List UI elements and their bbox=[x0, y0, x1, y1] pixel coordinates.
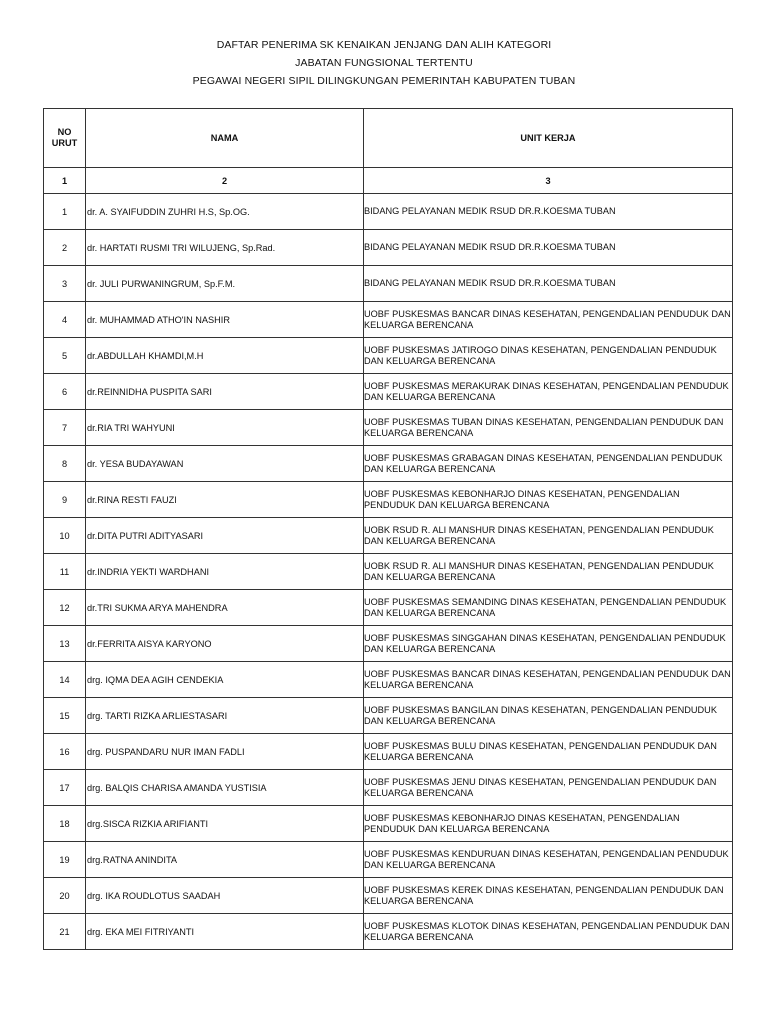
table-row bbox=[44, 770, 733, 806]
column-index-2: 2 bbox=[86, 168, 364, 194]
cell-unit-kerja: UOBF PUSKESMAS BULU DINAS KESEHATAN, PENGENDALIAN PENDUDUK DAN KELUARGA BERENCANA bbox=[364, 734, 733, 770]
cell-no-urut: 8 bbox=[44, 446, 86, 482]
cell-no-urut: 14 bbox=[44, 662, 86, 698]
cell-no-urut: 3 bbox=[44, 266, 86, 302]
table-row bbox=[44, 374, 733, 410]
cell-nama: dr.RINA RESTI FAUZI bbox=[86, 482, 364, 518]
table-row bbox=[44, 446, 733, 482]
title-line-2: JABATAN FUNGSIONAL TERTENTU bbox=[295, 57, 473, 69]
cell-nama: drg. TARTI RIZKA ARLIESTASARI bbox=[86, 698, 364, 734]
cell-nama: dr. JULI PURWANINGRUM, Sp.F.M. bbox=[86, 266, 364, 302]
table-row bbox=[44, 842, 733, 878]
table-row bbox=[44, 626, 733, 662]
cell-nama: dr.FERRITA AISYA KARYONO bbox=[86, 626, 364, 662]
cell-unit-kerja: UOBK RSUD R. ALI MANSHUR DINAS KESEHATAN, PENGENDALIAN PENDUDUK DAN KELUARGA BERENCANA bbox=[364, 554, 733, 590]
cell-nama: dr.TRI SUKMA ARYA MAHENDRA bbox=[86, 590, 364, 626]
cell-no-urut: 12 bbox=[44, 590, 86, 626]
column-index-3: 3 bbox=[364, 168, 733, 194]
cell-nama: dr.ABDULLAH KHAMDI,M.H bbox=[86, 338, 364, 374]
table-row bbox=[44, 878, 733, 914]
table-row bbox=[44, 806, 733, 842]
table-row bbox=[44, 482, 733, 518]
cell-unit-kerja: BIDANG PELAYANAN MEDIK RSUD DR.R.KOESMA TUBAN bbox=[364, 266, 733, 302]
table-row bbox=[44, 662, 733, 698]
cell-unit-kerja: UOBF PUSKESMAS BANCAR DINAS KESEHATAN, PENGENDALIAN PENDUDUK DAN KELUARGA BERENCANA bbox=[364, 662, 733, 698]
cell-nama: dr. A. SYAIFUDDIN ZUHRI H.S, Sp.OG. bbox=[86, 194, 364, 230]
cell-unit-kerja: BIDANG PELAYANAN MEDIK RSUD DR.R.KOESMA TUBAN bbox=[364, 230, 733, 266]
cell-unit-kerja: BIDANG PELAYANAN MEDIK RSUD DR.R.KOESMA TUBAN bbox=[364, 194, 733, 230]
table-row bbox=[44, 698, 733, 734]
table-row bbox=[44, 914, 733, 950]
cell-no-urut: 1 bbox=[44, 194, 86, 230]
cell-no-urut: 6 bbox=[44, 374, 86, 410]
header-no-urut: NO URUT bbox=[44, 109, 86, 168]
cell-no-urut: 2 bbox=[44, 230, 86, 266]
cell-no-urut: 9 bbox=[44, 482, 86, 518]
title-line-3: PEGAWAI NEGERI SIPIL DILINGKUNGAN PEMERINTAH KABUPATEN TUBAN bbox=[192, 75, 576, 87]
cell-nama: drg. IQMA DEA AGIH CENDEKIA bbox=[86, 662, 364, 698]
cell-unit-kerja: UOBF PUSKESMAS KEBONHARJO DINAS KESEHATAN, PENGENDALIAN PENDUDUK DAN KELUARGA BERENCANA bbox=[364, 806, 733, 842]
cell-no-urut: 10 bbox=[44, 518, 86, 554]
column-index-1: 1 bbox=[44, 168, 86, 194]
table-row bbox=[44, 230, 733, 266]
cell-no-urut: 18 bbox=[44, 806, 86, 842]
document-title-block bbox=[0, 36, 768, 90]
cell-no-urut: 20 bbox=[44, 878, 86, 914]
column-index-row bbox=[44, 168, 733, 194]
cell-nama: dr.DITA PUTRI ADITYASARI bbox=[86, 518, 364, 554]
cell-unit-kerja: UOBF PUSKESMAS SEMANDING DINAS KESEHATAN, PENGENDALIAN PENDUDUK DAN KELUARGA BERENCANA bbox=[364, 590, 733, 626]
cell-unit-kerja: UOBF PUSKESMAS KENDURUAN DINAS KESEHATAN, PENGENDALIAN PENDUDUK DAN KELUARGA BERENCANA bbox=[364, 842, 733, 878]
cell-unit-kerja: UOBF PUSKESMAS KLOTOK DINAS KESEHATAN, PENGENDALIAN PENDUDUK DAN KELUARGA BERENCANA bbox=[364, 914, 733, 950]
title-line-1: DAFTAR PENERIMA SK KENAIKAN JENJANG DAN ALIH KATEGORI bbox=[216, 39, 552, 51]
recipient-table bbox=[43, 108, 733, 950]
cell-no-urut: 13 bbox=[44, 626, 86, 662]
table-row bbox=[44, 410, 733, 446]
table-row bbox=[44, 302, 733, 338]
cell-no-urut: 17 bbox=[44, 770, 86, 806]
cell-no-urut: 19 bbox=[44, 842, 86, 878]
table-row bbox=[44, 734, 733, 770]
cell-unit-kerja: UOBF PUSKESMAS KEREK DINAS KESEHATAN, PENGENDALIAN PENDUDUK DAN KELUARGA BERENCANA bbox=[364, 878, 733, 914]
cell-nama: dr. MUHAMMAD ATHO'IN NASHIR bbox=[86, 302, 364, 338]
cell-nama: drg. EKA MEI FITRIYANTI bbox=[86, 914, 364, 950]
cell-unit-kerja: UOBF PUSKESMAS KEBONHARJO DINAS KESEHATAN, PENGENDALIAN PENDUDUK DAN KELUARGA BERENCANA bbox=[364, 482, 733, 518]
cell-no-urut: 15 bbox=[44, 698, 86, 734]
cell-no-urut: 16 bbox=[44, 734, 86, 770]
cell-unit-kerja: UOBF PUSKESMAS BANGILAN DINAS KESEHATAN, PENGENDALIAN PENDUDUK DAN KELUARGA BERENCANA bbox=[364, 698, 733, 734]
table-row bbox=[44, 590, 733, 626]
cell-nama: dr. YESA BUDAYAWAN bbox=[86, 446, 364, 482]
cell-nama: dr.REINNIDHA PUSPITA SARI bbox=[86, 374, 364, 410]
cell-nama: drg.SISCA RIZKIA ARIFIANTI bbox=[86, 806, 364, 842]
header-nama: NAMA bbox=[86, 109, 364, 168]
cell-unit-kerja: UOBK RSUD R. ALI MANSHUR DINAS KESEHATAN, PENGENDALIAN PENDUDUK DAN KELUARGA BERENCANA bbox=[364, 518, 733, 554]
table-row bbox=[44, 338, 733, 374]
cell-nama: drg. BALQIS CHARISA AMANDA YUSTISIA bbox=[86, 770, 364, 806]
cell-nama: drg.RATNA ANINDITA bbox=[86, 842, 364, 878]
cell-unit-kerja: UOBF PUSKESMAS BANCAR DINAS KESEHATAN, PENGENDALIAN PENDUDUK DAN KELUARGA BERENCANA bbox=[364, 302, 733, 338]
cell-no-urut: 7 bbox=[44, 410, 86, 446]
cell-no-urut: 21 bbox=[44, 914, 86, 950]
header-unit-kerja: UNIT KERJA bbox=[364, 109, 733, 168]
cell-no-urut: 11 bbox=[44, 554, 86, 590]
cell-nama: dr.RIA TRI WAHYUNI bbox=[86, 410, 364, 446]
cell-unit-kerja: UOBF PUSKESMAS JENU DINAS KESEHATAN, PENGENDALIAN PENDUDUK DAN KELUARGA BERENCANA bbox=[364, 770, 733, 806]
cell-no-urut: 5 bbox=[44, 338, 86, 374]
cell-unit-kerja: UOBF PUSKESMAS GRABAGAN DINAS KESEHATAN, PENGENDALIAN PENDUDUK DAN KELUARGA BERENCANA bbox=[364, 446, 733, 482]
table-row bbox=[44, 266, 733, 302]
table-row bbox=[44, 518, 733, 554]
cell-no-urut: 4 bbox=[44, 302, 86, 338]
cell-nama: drg. IKA ROUDLOTUS SAADAH bbox=[86, 878, 364, 914]
table-header-row bbox=[44, 109, 733, 168]
cell-unit-kerja: UOBF PUSKESMAS SINGGAHAN DINAS KESEHATAN, PENGENDALIAN PENDUDUK DAN KELUARGA BERENCANA bbox=[364, 626, 733, 662]
cell-unit-kerja: UOBF PUSKESMAS TUBAN DINAS KESEHATAN, PENGENDALIAN PENDUDUK DAN KELUARGA BERENCANA bbox=[364, 410, 733, 446]
cell-nama: dr. HARTATI RUSMI TRI WILUJENG, Sp.Rad. bbox=[86, 230, 364, 266]
table-row bbox=[44, 194, 733, 230]
cell-unit-kerja: UOBF PUSKESMAS MERAKURAK DINAS KESEHATAN, PENGENDALIAN PENDUDUK DAN KELUARGA BERENCANA bbox=[364, 374, 733, 410]
cell-unit-kerja: UOBF PUSKESMAS JATIROGO DINAS KESEHATAN, PENGENDALIAN PENDUDUK DAN KELUARGA BERENCANA bbox=[364, 338, 733, 374]
cell-nama: drg. PUSPANDARU NUR IMAN FADLI bbox=[86, 734, 364, 770]
table-row bbox=[44, 554, 733, 590]
cell-nama: dr.INDRIA YEKTI WARDHANI bbox=[86, 554, 364, 590]
